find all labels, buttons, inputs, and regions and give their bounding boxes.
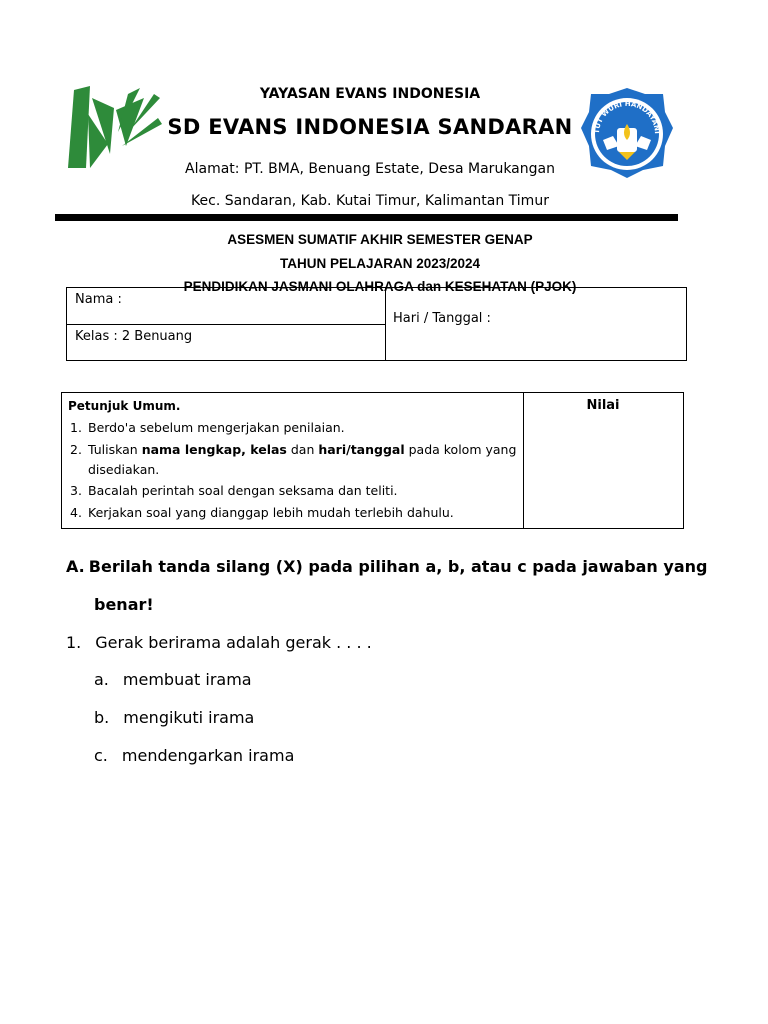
school-name: SD EVANS INDONESIA SANDARAN	[167, 115, 573, 139]
question-text: Gerak berirama adalah gerak . . . .	[95, 633, 372, 652]
exam-title: ASESMEN SUMATIF AKHIR SEMESTER GENAP	[227, 232, 533, 247]
section-a-instruction: A. Berilah tanda silang (X) pada pilihan a, b, atau c pada jawaban yang	[66, 557, 708, 576]
subject-title: PENDIDIKAN JASMANI OLAHRAGA dan KESEHATAN (PJOK)	[183, 279, 577, 294]
header-divider	[55, 214, 678, 221]
class-field-label[interactable]: Kelas : 2 Benuang	[75, 329, 193, 344]
section-a-instruction-cont: benar!	[94, 595, 154, 614]
option-b[interactable]: b. mengikuti irama	[94, 708, 255, 727]
date-field-label[interactable]: Hari / Tanggal :	[393, 311, 491, 326]
foundation-name: YAYASAN EVANS INDONESIA	[259, 86, 481, 102]
student-identity-box	[66, 287, 687, 361]
option-c[interactable]: c. mendengarkan irama	[94, 746, 295, 765]
option-a[interactable]: a. membuat irama	[94, 670, 252, 689]
instruction-item: 4. Kerjakan soal yang dianggap lebih mudah terlebih dahulu.	[70, 505, 454, 520]
tut-wuri-handayani-logo	[579, 84, 675, 180]
name-field-label[interactable]: Nama :	[75, 292, 122, 307]
instruction-item-continuation: disediakan.	[88, 462, 160, 477]
instruction-item: 2. Tuliskan nama lengkap, kelas dan hari/tanggal pada kolom yang	[70, 442, 517, 457]
question-number: 1.	[66, 633, 82, 652]
logo-leaf-1	[68, 86, 90, 168]
score-label: Nilai	[586, 398, 620, 413]
instructions-heading: Petunjuk Umum.	[68, 399, 181, 413]
instruction-item: 1. Berdo'a sebelum mengerjakan penilaian.	[70, 420, 345, 435]
instructions-box	[61, 392, 684, 529]
section-letter: A.	[66, 557, 85, 576]
address-line-2: Kec. Sandaran, Kab. Kutai Timur, Kalimantan Timur	[191, 193, 549, 209]
svg-text:TUT WURI HANDAYANI: TUT WURI HANDAYANI	[592, 99, 662, 135]
academic-year: TAHUN PELAJARAN 2023/2024	[279, 256, 481, 271]
instruction-item: 3. Bacalah perintah soal dengan seksama dan teliti.	[70, 483, 398, 498]
question-1	[66, 633, 372, 652]
address-line-1: Alamat: PT. BMA, Benuang Estate, Desa Marukangan	[185, 161, 555, 177]
